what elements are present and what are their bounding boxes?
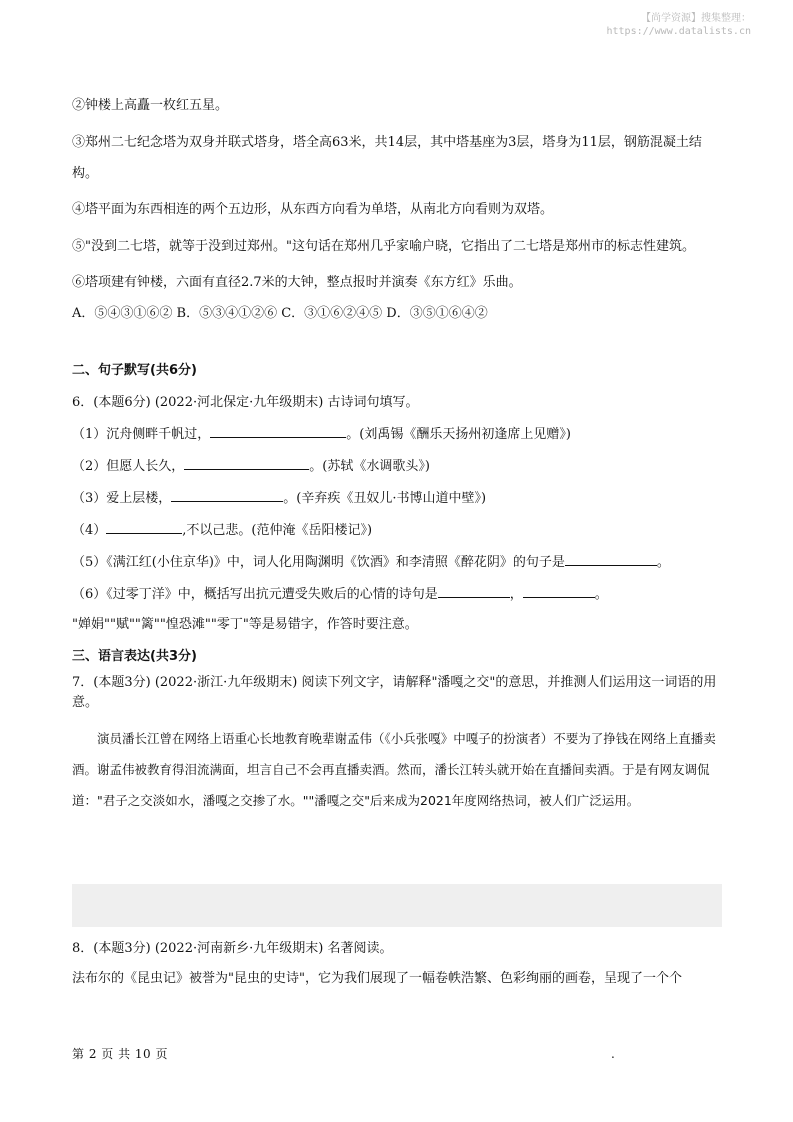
answer-blank[interactable] bbox=[438, 584, 510, 598]
question6-item-6 bbox=[72, 584, 722, 605]
question6-item-4 bbox=[72, 520, 722, 541]
question6-item-6-middle: ， bbox=[509, 587, 523, 602]
question6-item-6-suffix: 。 bbox=[594, 587, 608, 602]
question6-item-5-suffix: 。 bbox=[656, 555, 670, 570]
question6-heading: 6．(本题6分) (2022·河北保定·九年级期末) 古诗词句填写。 bbox=[72, 395, 419, 410]
question5-item-6: ⑥塔项建有钟楼，六面有直径2.7米的大钟，整点报时并演奏《东方红》乐曲。 bbox=[72, 275, 522, 290]
question7-passage: 演员潘长江曾在网络上语重心长地教育晚辈谢孟伟（《小兵张嘎》中嘎子的扮演者）不要为了挣钱在网络上直播卖酒。谢孟伟被教育得泪流满面，坦言自己不会再直播卖酒。然而，潘长江转头就开始在直播间卖酒。于是有网友调侃道："君子之交淡如水，潘嘎之交掺了水。""潘嘎之交"后来成为2021年度网络热词，被人们广泛运用。 bbox=[72, 731, 716, 808]
question6-item-3 bbox=[72, 488, 722, 509]
question6-item-2-prefix: （2）但愿人长久， bbox=[72, 459, 185, 474]
question6-item-5-prefix: （5）《满江红(小住京华)》中，词人化用陶渊明《饮酒》和李清照《醉花阴》的句子是 bbox=[72, 555, 565, 570]
answer-blank[interactable] bbox=[184, 456, 309, 470]
answer-blank[interactable] bbox=[523, 584, 595, 598]
answer-area[interactable] bbox=[72, 884, 722, 927]
answer-blank[interactable] bbox=[106, 520, 182, 534]
section-gap bbox=[72, 324, 722, 361]
question5-item-5: ⑤"没到二七塔，就等于没到过郑州。"这句话在郑州几乎家喻户晓，它指出了二七塔是郑州市的标志性建筑。 bbox=[72, 239, 695, 254]
question6-item-2-suffix: 。(苏轼《水调歌头》) bbox=[309, 459, 430, 474]
answer-blank[interactable] bbox=[171, 488, 283, 502]
section-title-sentence-recitation: 二、句子默写(共6分) bbox=[72, 363, 197, 378]
answer-blank[interactable] bbox=[210, 424, 346, 438]
watermark-line-2: https://www.datalists.cn bbox=[606, 26, 751, 37]
question5-item-3: ③郑州二七纪念塔为双身并联式塔身，塔全高63米，共14层，其中塔基座为3层，塔身为11层，钢筋混凝土结构。 bbox=[72, 135, 702, 181]
watermark-line-1: 【尚学资源】搜集整理： bbox=[641, 13, 751, 24]
footer-mark: . bbox=[611, 1047, 615, 1061]
question6-item-4-suffix: ,不以己悲。(范仲淹《岳阳楼记》) bbox=[182, 523, 373, 538]
question6-item-1 bbox=[72, 424, 722, 445]
question6-item-3-prefix: （3）爱上层楼， bbox=[72, 491, 172, 506]
question6-item-4-prefix: （4） bbox=[72, 523, 107, 538]
question6-item-5 bbox=[72, 552, 722, 573]
question6-note: "婵娟""赋""篱""惶恐滩""零丁"等是易错字，作答时要注意。 bbox=[72, 617, 418, 632]
question8-heading: 8．(本题3分) (2022·河南新乡·九年级期末) 名著阅读。 bbox=[72, 941, 393, 956]
question6-item-1-suffix: 。(刘禹锡《酬乐天扬州初逢席上见赠》) bbox=[346, 427, 571, 442]
question6-item-6-prefix: （6）《过零丁洋》中，概括写出抗元遭受失败后的心情的诗句是 bbox=[72, 587, 438, 602]
section-title-language-expression: 三、语言表达(共3分) bbox=[72, 649, 197, 664]
question6-item-3-suffix: 。(辛弃疾《丑奴儿·书博山道中壁》) bbox=[283, 491, 487, 506]
question6-items bbox=[72, 424, 722, 605]
question8-text: 法布尔的《昆虫记》被誉为"昆虫的史诗"，它为我们展现了一幅卷帙浩繁、色彩绚丽的画卷，呈现了一个个 bbox=[72, 971, 682, 986]
question7-heading: 7．(本题3分) (2022·浙江·九年级期末) 阅读下列文字，请解释"潘嘎之交"的意思，并推测人们运用这一词语的用意。 bbox=[72, 675, 717, 710]
question5-item-2: ②钟楼上高矗一枚红五星。 bbox=[72, 98, 229, 113]
question6-item-1-prefix: （1）沉舟侧畔千帆过， bbox=[72, 427, 211, 442]
page-number: 第 2 页 共 10 页 bbox=[72, 1047, 168, 1061]
question5-item-4: ④塔平面为东西相连的两个五边形，从东西方向看为单塔，从南北方向看则为双塔。 bbox=[72, 202, 554, 217]
watermark bbox=[607, 12, 752, 38]
question5-options: A．⑤④③①⑥② B．⑤③④①②⑥ C．③①⑥②④⑤ D．③⑤①⑥④② bbox=[72, 306, 488, 321]
answer-blank[interactable] bbox=[565, 552, 657, 566]
question6-item-2 bbox=[72, 456, 722, 477]
document-content bbox=[72, 96, 722, 989]
